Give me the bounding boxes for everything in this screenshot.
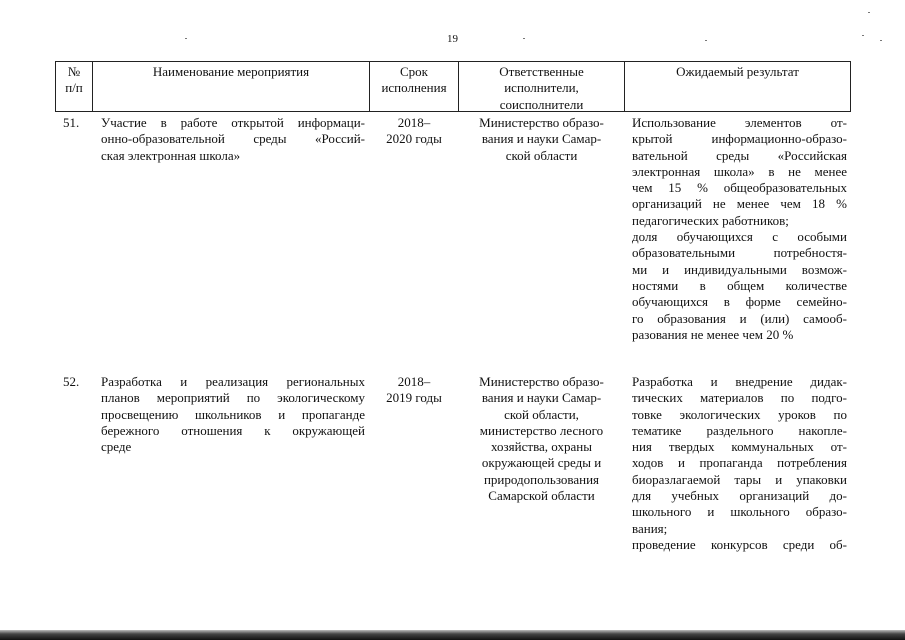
row-result-line: Разработка и внедрение дидак- (632, 374, 847, 389)
row-term-line: 2018– (397, 115, 431, 130)
header-responsible (459, 64, 624, 113)
header-result-line: Ожидаемый результат (676, 64, 799, 79)
row-responsible-line: ской области, (504, 406, 579, 422)
row-num: 52. (63, 374, 80, 389)
row-51-num (63, 115, 91, 131)
row-51-name (101, 115, 365, 164)
row-result-line: педагогических работников; (632, 212, 789, 228)
row-term-line: 2018– (397, 374, 431, 389)
header-name-line: Наименование мероприятия (152, 64, 310, 79)
page-number: 19 (447, 33, 458, 45)
header-num-line: п/п (65, 80, 83, 96)
row-responsible-line: Министерство образо- (479, 115, 604, 130)
row-51-term (370, 115, 458, 148)
row-result-line: крытой информационно-образо- (632, 131, 847, 147)
row-term-line: 2020 годы (386, 131, 442, 147)
scan-speck (705, 40, 707, 41)
row-responsible-line: хозяйства, охраны (491, 439, 592, 455)
header-term-line: исполнения (381, 80, 447, 96)
row-result-line: го образования и (или) самооб- (632, 310, 847, 326)
row-result-line: электронная школа» в не менее (632, 163, 847, 179)
row-responsible-line: природопользования (483, 471, 600, 487)
header-responsible-line: исполнители, (504, 80, 579, 96)
header-name (93, 64, 369, 80)
row-result-line: ностями в общем количестве (632, 277, 847, 293)
table-header-bottom-border (55, 111, 850, 112)
scan-edge-shadow (0, 630, 905, 640)
row-name-line: Участие в работе открытой информаци- (101, 115, 365, 130)
row-result-line: разования не менее чем 20 % (632, 326, 794, 342)
row-result-line: чем 15 % общеобразовательных (632, 180, 847, 196)
row-result-line: обучающихся в форме семейно- (632, 294, 847, 310)
row-name-line: бережного отношения к окружающей (101, 422, 365, 438)
row-52-num (63, 374, 91, 390)
row-result-line: биоразлагаемой тары и упаковки (632, 471, 847, 487)
row-name-line: Разработка и реализация региональных (101, 374, 365, 389)
row-51-responsible (460, 115, 623, 164)
row-result-line: вания; (632, 520, 668, 536)
header-term-line: Срок (400, 64, 428, 79)
row-result-line: школьного и школьного образо- (632, 504, 847, 520)
row-result-line: ми и индивидуальными возмож- (632, 261, 847, 277)
row-52-responsible (460, 374, 623, 504)
scan-speck (868, 12, 870, 13)
row-result-line: ходов и пропаганда потребления (632, 455, 847, 471)
row-responsible-line: Самарской области (488, 488, 595, 504)
row-responsible-line: вания и науки Самар- (481, 390, 602, 406)
scan-speck (862, 35, 864, 36)
row-52-result (632, 374, 847, 553)
row-52-name (101, 374, 365, 455)
row-result-line: вательной среды «Российская (632, 147, 847, 163)
row-term-line: 2019 годы (386, 390, 442, 406)
header-divider (850, 61, 851, 112)
row-responsible-line: вания и науки Самар- (481, 131, 602, 147)
row-name-line: ская электронная школа» (101, 147, 241, 163)
row-name-line: среде (101, 439, 132, 455)
header-num (56, 64, 92, 97)
header-term (370, 64, 458, 97)
scan-speck (185, 38, 187, 39)
row-responsible-line: окружающей среды и (481, 455, 602, 471)
header-num-line: № (67, 64, 81, 79)
row-responsible-line: ской области (505, 147, 578, 163)
row-responsible-line: Министерство образо- (479, 374, 604, 389)
row-num: 51. (63, 115, 80, 130)
row-result-line: Использование элементов от- (632, 115, 847, 130)
row-name-line: планов мероприятий по экологическому (101, 390, 365, 406)
row-result-line: организаций не менее чем 18 % (632, 196, 847, 212)
row-result-line: доля обучающихся с особыми (632, 229, 847, 245)
header-responsible-line: соисполнители (499, 96, 584, 112)
row-result-line: товке экологических уроков по (632, 406, 847, 422)
row-52-term (370, 374, 458, 407)
row-result-line: проведение конкурсов среди об- (632, 536, 847, 552)
row-result-line: ния твердых коммунальных от- (632, 439, 847, 455)
header-result (625, 64, 850, 80)
row-result-line: для учебных организаций до- (632, 488, 847, 504)
row-name-line: онно-образовательной среды «Россий- (101, 131, 365, 147)
row-result-line: образовательными потребностя- (632, 245, 847, 261)
table-top-border (55, 61, 850, 62)
row-result-line: тематике раздельного накопле- (632, 422, 847, 438)
row-result-line: тических материалов по подго- (632, 390, 847, 406)
scan-speck (880, 40, 882, 41)
scan-speck (523, 38, 525, 39)
row-name-line: просвещению школьников и пропаганде (101, 406, 365, 422)
row-51-result (632, 115, 847, 343)
header-responsible-line: Ответственные (499, 64, 584, 79)
row-responsible-line: министерство лесного (479, 422, 604, 438)
